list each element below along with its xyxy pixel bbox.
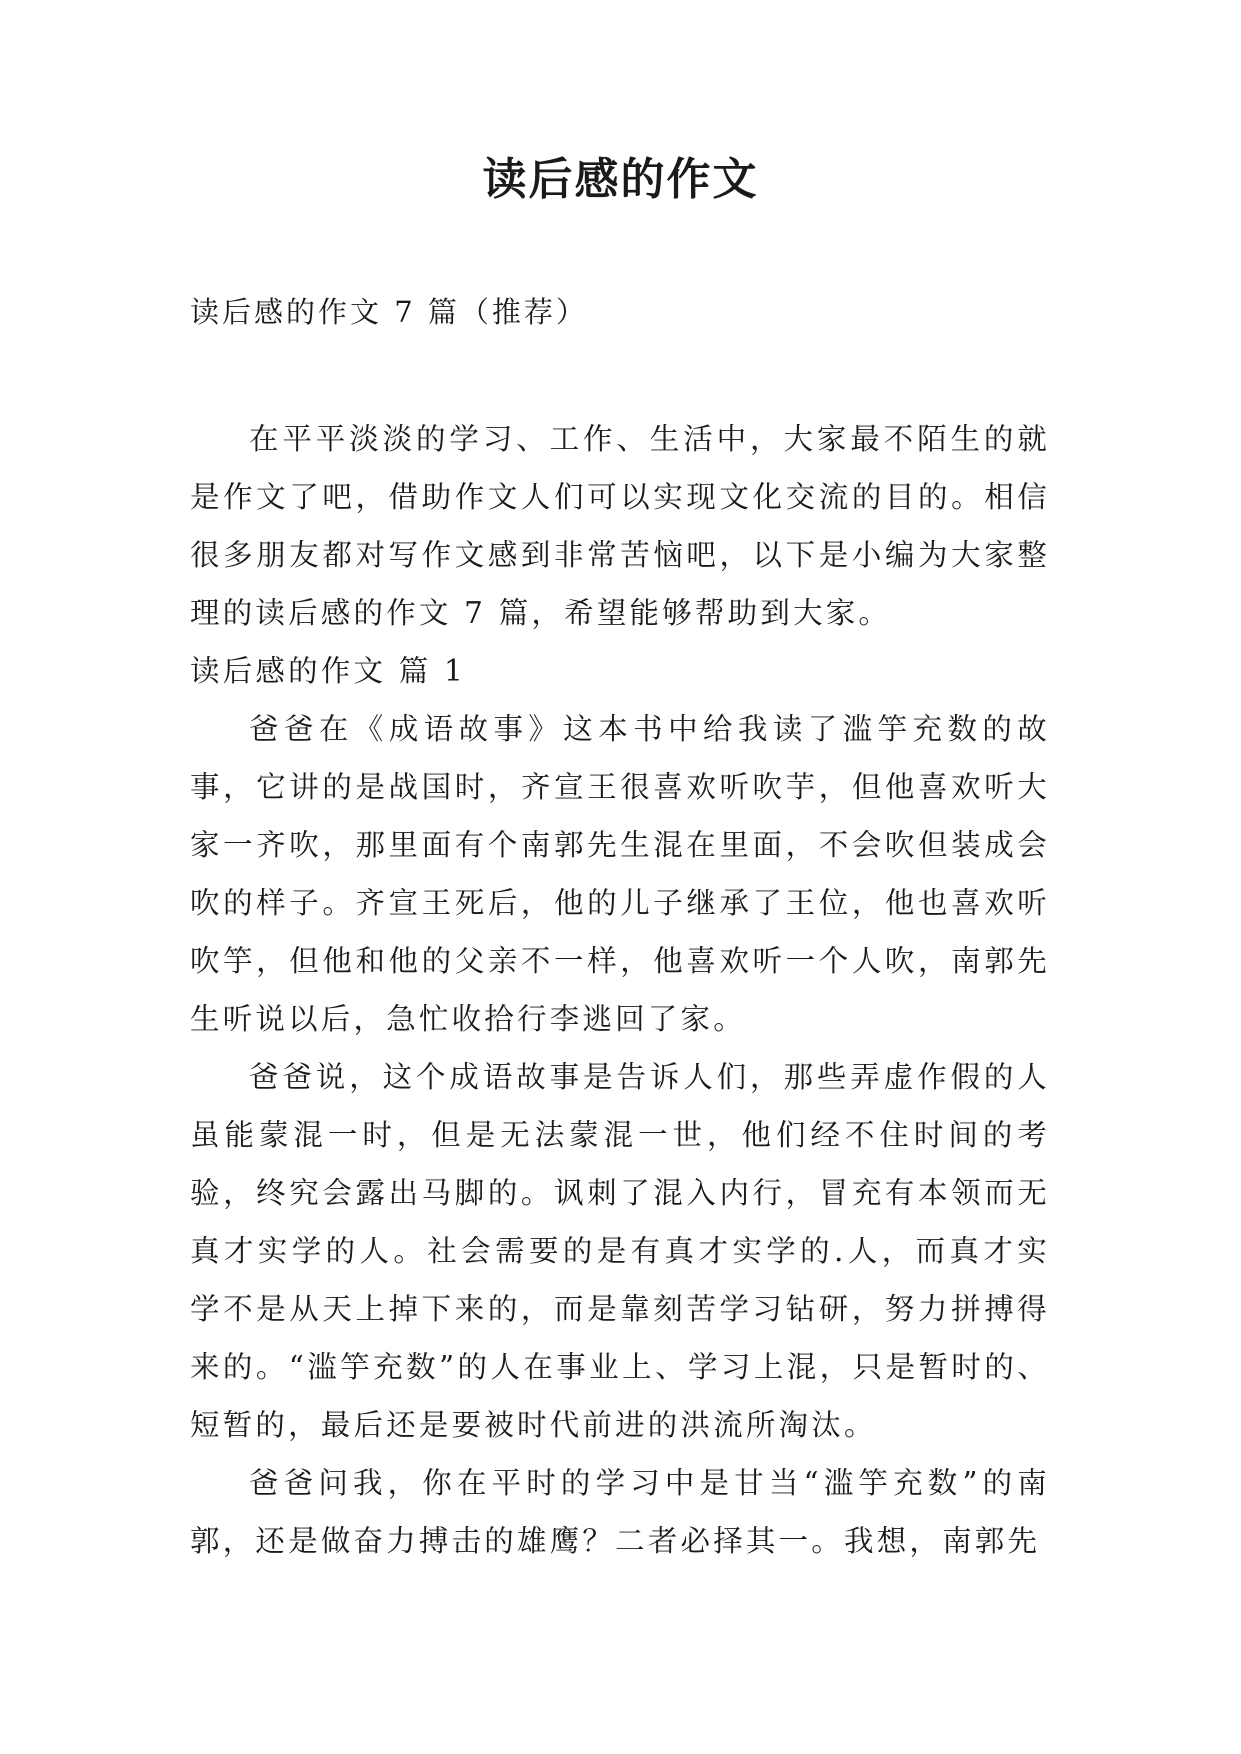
document-body (190, 410, 1050, 1570)
intro-paragraph: 在平平淡淡的学习、工作、生活中，大家最不陌生的就是作文了吧，借助作文人们可以实现文化交流的目的。相信很多朋友都对写作文感到非常苦恼吧，以下是小编为大家整理的读后感的作文 7 篇，希望能够帮助到大家。 (190, 422, 1050, 630)
body-paragraph: 爸爸说，这个成语故事是告诉人们，那些弄虚作假的人虽能蒙混一时，但是无法蒙混一世，他们经不住时间的考验，终究会露出马脚的。讽刺了混入内行，冒充有本领而无真才实学的人。社会需要的是有真才实学的.人，而真才实学不是从天上掉下来的，而是靠刻苦学习钻研，努力拼搏得来的。“滥竽充数”的人在事业上、学习上混，只是暂时的、短暂的，最后还是要被时代前进的洪流所淘汰。 (190, 1060, 1050, 1442)
body-paragraph: 爸爸在《成语故事》这本书中给我读了滥竽充数的故事，它讲的是战国时，齐宣王很喜欢听吹芋，但他喜欢听大家一齐吹，那里面有个南郭先生混在里面，不会吹但装成会吹的样子。齐宣王死后，他的儿子继承了王位，他也喜欢听吹竽，但他和他的父亲不一样，他喜欢听一个人吹，南郭先生听说以后，急忙收拾行李逃回了家。 (190, 712, 1050, 1036)
body-paragraph: 爸爸问我，你在平时的学习中是甘当“滥竽充数”的南郭，还是做奋力搏击的雄鹰？二者必择其一。我想，南郭先 (190, 1466, 1050, 1558)
document-subtitle: 读后感的作文 7 篇（推荐） (190, 295, 588, 329)
section-heading: 读后感的作文 篇 1 (190, 654, 467, 688)
document-title: 读后感的作文 (482, 154, 759, 205)
